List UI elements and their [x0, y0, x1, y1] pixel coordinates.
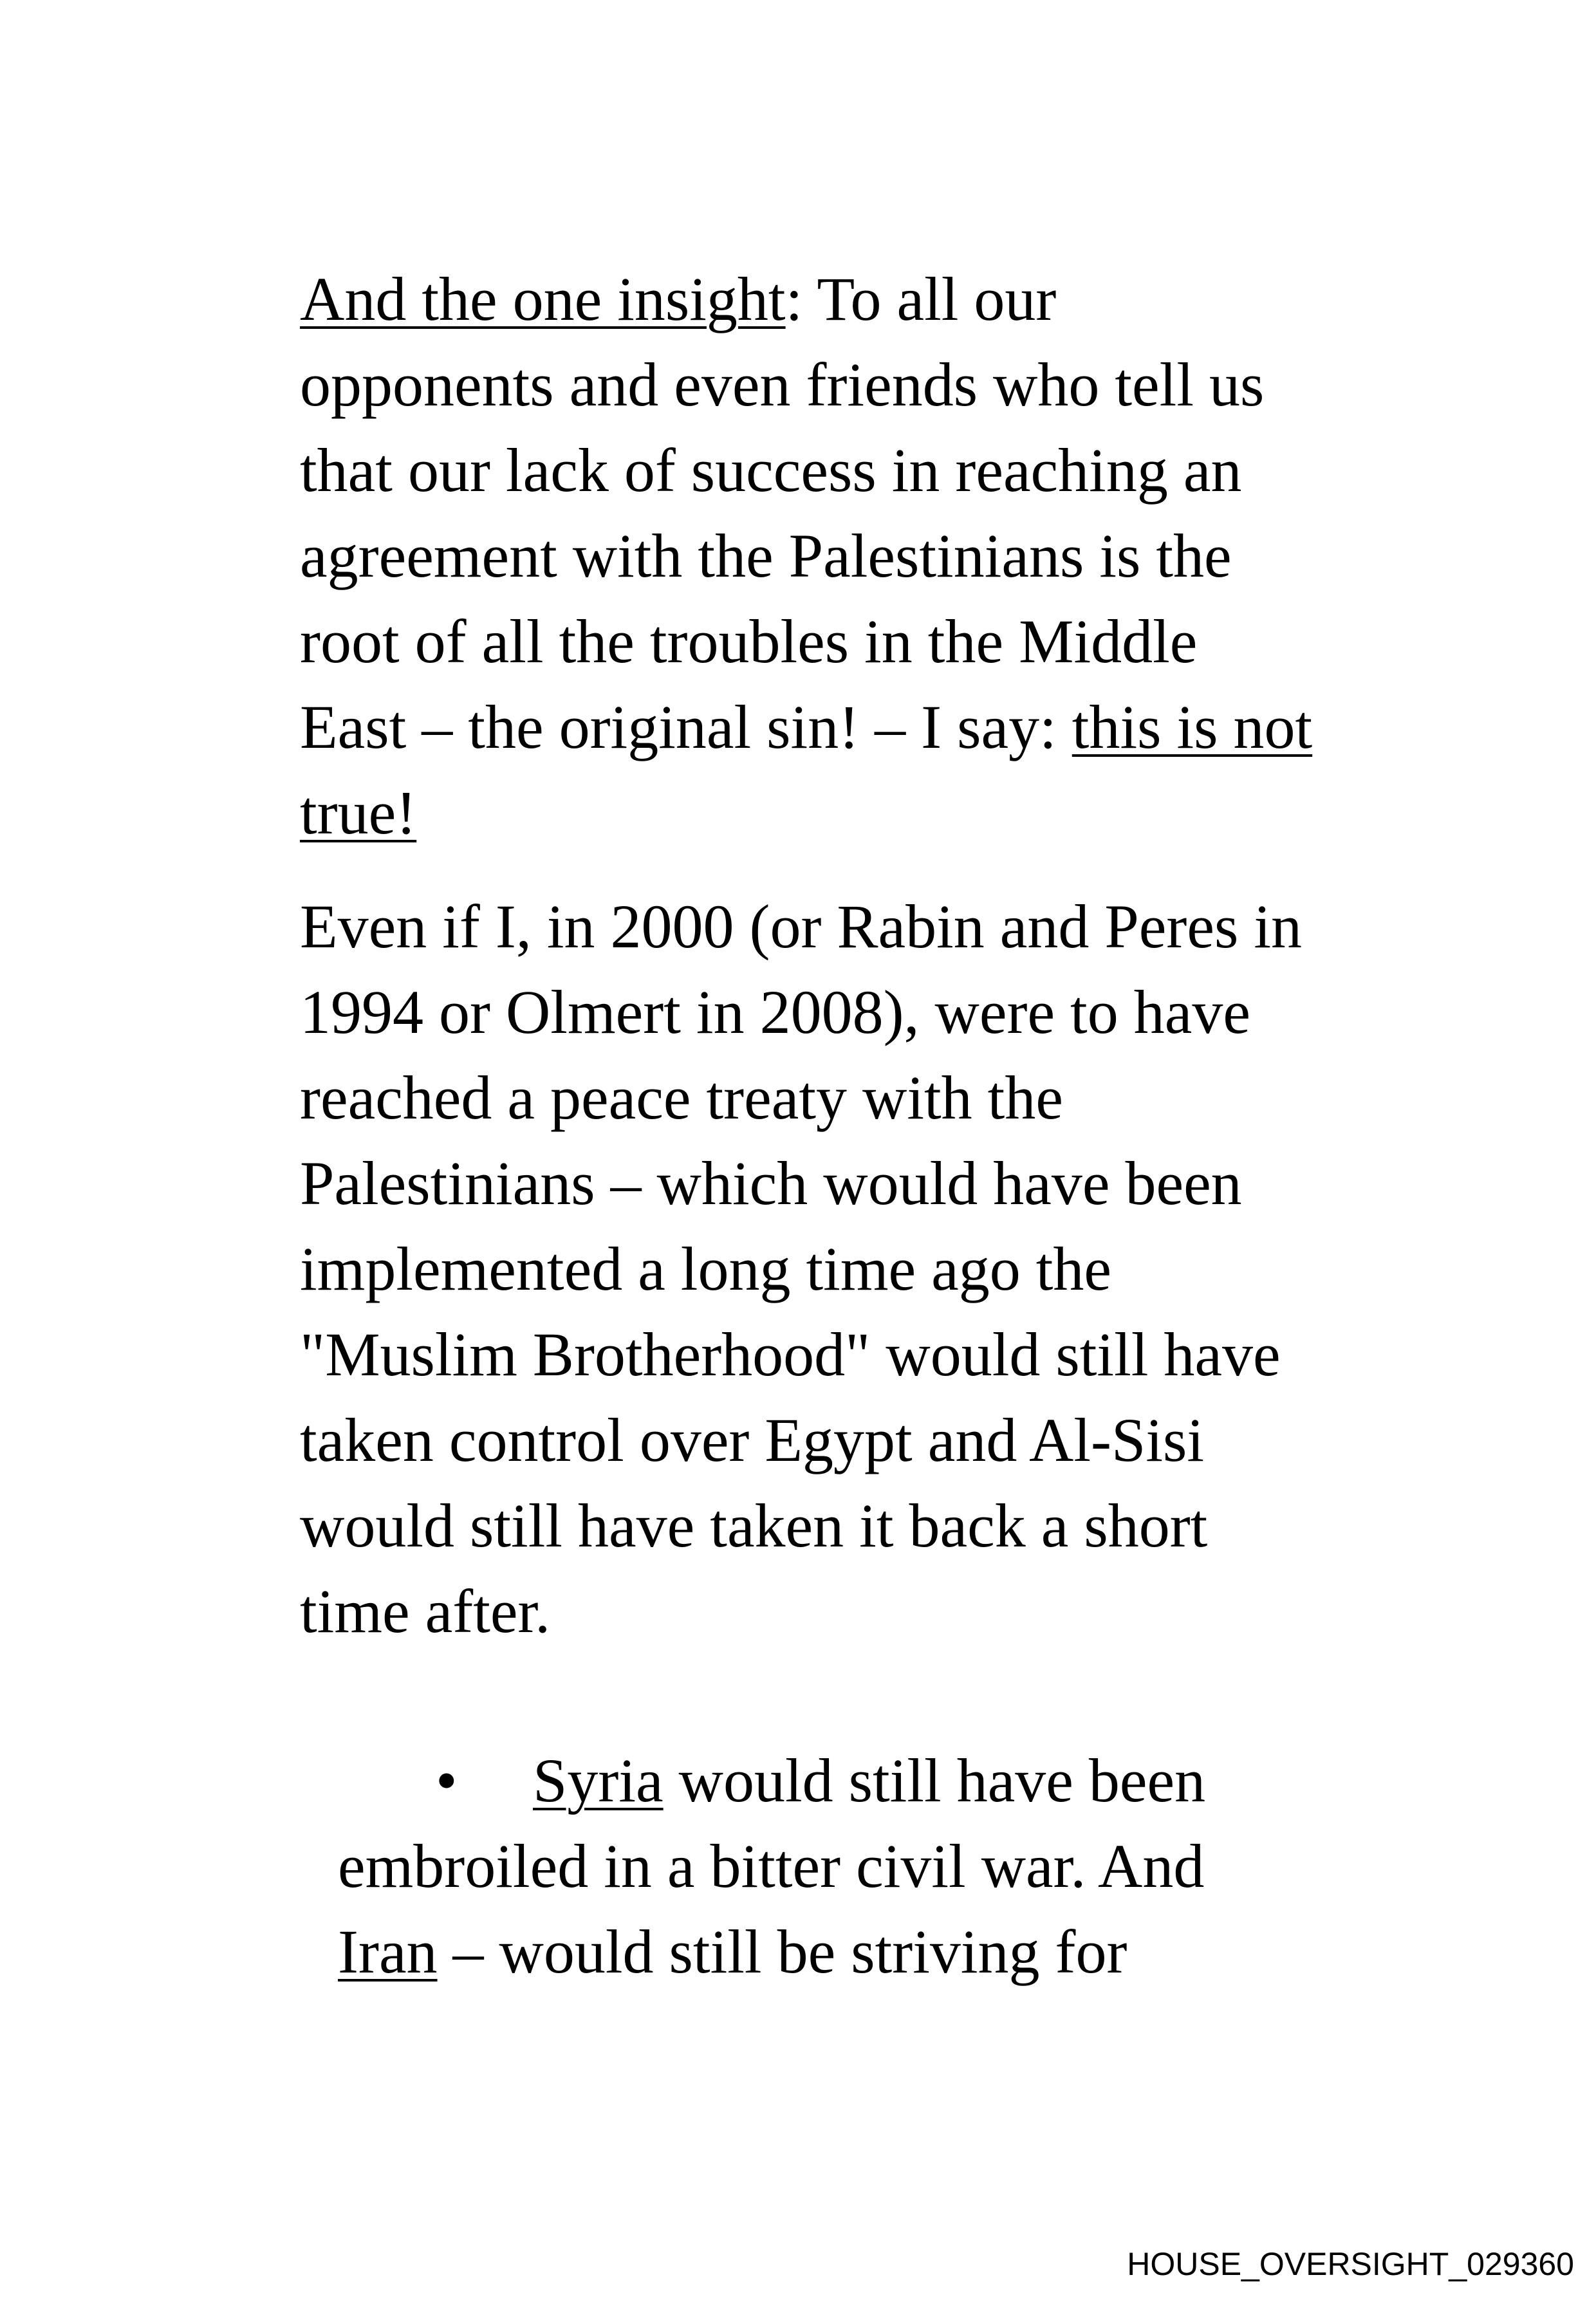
bullet-item-syria [338, 1738, 1432, 1994]
paragraph-insight [300, 256, 1407, 855]
text-line: Palestinians – which would have been [300, 1149, 1242, 1218]
underlined-phrase: And the one insight [300, 265, 786, 333]
text-line: would still have taken it back a short [300, 1491, 1208, 1560]
text-line: 1994 or Olmert in 2008), were to have [300, 978, 1250, 1046]
text-line [338, 1738, 1432, 1823]
text-span: East – the original sin! – I say: [300, 692, 1072, 761]
text-line [300, 684, 1407, 770]
text-line: time after. [300, 1577, 551, 1646]
text-line [338, 1909, 1432, 1994]
text-span: : To all our [785, 265, 1057, 333]
underlined-phrase: Iran [338, 1917, 438, 1986]
text-line: Even if I, in 2000 (or Rabin and Peres in [300, 892, 1302, 961]
text-line: implemented a long time ago the [300, 1234, 1111, 1303]
text-line [300, 256, 1407, 342]
text-line: opponents and even friends who tell us [300, 350, 1265, 419]
text-line: taken control over Egypt and Al-Sisi [300, 1406, 1205, 1474]
text-line: agreement with the Palestinians is the [300, 521, 1232, 590]
text-line: root of all the troubles in the Middle [300, 607, 1198, 676]
text-span: – would still be striving for [437, 1917, 1127, 1986]
bates-number: HOUSE_OVERSIGHT_029360 [1127, 2246, 1574, 2282]
underlined-phrase: true! [300, 778, 417, 847]
underlined-phrase: Syria [533, 1746, 663, 1815]
text-line: "Muslim Brotherhood" would still have [300, 1320, 1281, 1389]
text-line [300, 770, 1407, 855]
underlined-phrase: this is not [1072, 692, 1313, 761]
text-line: that our lack of success in reaching an [300, 436, 1242, 505]
paragraph-even-if [300, 884, 1407, 1654]
text-line: reached a peace treaty with the [300, 1063, 1063, 1132]
text-span: would still have been [663, 1746, 1206, 1815]
text-line: embroiled in a bitter civil war. And [338, 1832, 1205, 1900]
bullet-icon: • [436, 1746, 458, 1815]
